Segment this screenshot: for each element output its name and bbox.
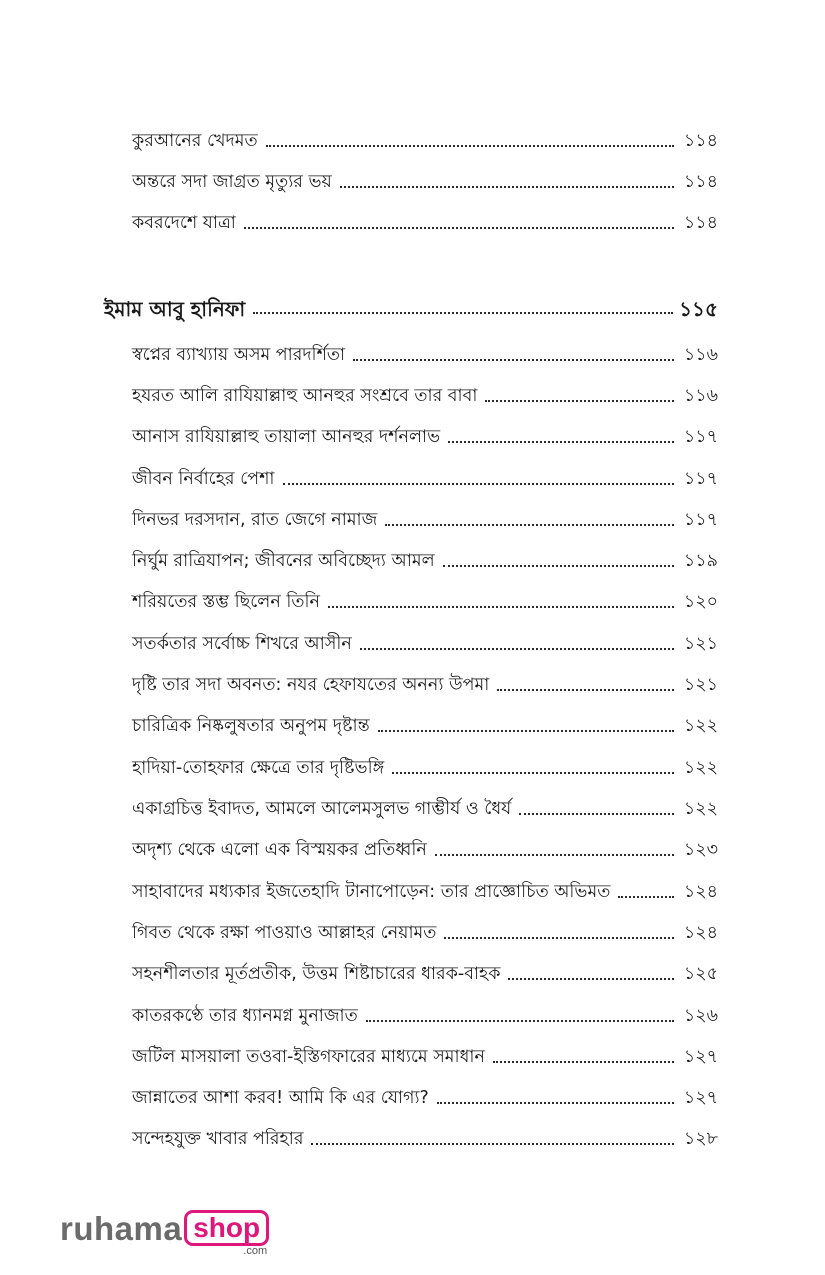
- toc-row[interactable]: [132, 163, 718, 193]
- toc-row[interactable]: [132, 583, 718, 613]
- toc-page-number: ১১৪: [683, 172, 718, 192]
- dot-leader: [508, 978, 674, 980]
- toc-entry-title: দিনভর দরসদান, রাত জেগে নামাজ: [132, 510, 378, 530]
- toc-page-number: ১১৬: [683, 345, 718, 365]
- toc-row[interactable]: [132, 122, 718, 152]
- toc-row[interactable]: [132, 749, 718, 779]
- dot-leader: [497, 689, 674, 691]
- logo-shop-badge: [184, 1210, 269, 1257]
- dot-leader: [353, 359, 674, 361]
- toc-entry-title: ইমাম আবু হানিফা: [104, 297, 246, 321]
- dot-leader: [253, 312, 673, 314]
- toc-page-number: ১১৯: [683, 551, 718, 571]
- dot-leader: [435, 854, 674, 856]
- toc-row[interactable]: [132, 460, 718, 490]
- toc-entry-title: চারিত্রিক নিষ্কলুষতার অনুপম দৃষ্টান্ত: [132, 716, 370, 736]
- toc-entry-title: জীবন নির্বাহের পেশা: [132, 469, 275, 489]
- dot-leader: [266, 145, 674, 147]
- toc-row[interactable]: [132, 873, 718, 903]
- toc-page-number: ১২২: [683, 799, 718, 819]
- toc-page-number: ১২৮: [683, 1129, 718, 1149]
- toc-entry-title: শরিয়তের স্তম্ভ ছিলেন তিনি: [132, 592, 320, 612]
- dot-leader: [493, 1061, 674, 1063]
- toc-page-number: ১২১: [683, 675, 718, 695]
- toc-page-number: ১২০: [683, 592, 718, 612]
- ruhama-shop-logo[interactable]: [60, 1210, 269, 1257]
- toc-entry-title: গিবত থেকে রক্ষা পাওয়াও আল্লাহর নেয়ামত: [132, 923, 437, 943]
- toc-page-number: ১১৭: [683, 427, 718, 447]
- toc-row[interactable]: [132, 1038, 718, 1068]
- logo-wordmark: ruhama: [60, 1210, 183, 1247]
- dot-leader: [448, 441, 674, 443]
- toc-page-number: ১২২: [683, 758, 718, 778]
- toc-entry-title: একাগ্রচিত্ত ইবাদত, আমলে আলেমসুলভ গাম্ভীর্য ও ধৈর্য: [132, 799, 512, 819]
- dot-leader: [366, 1020, 674, 1022]
- toc-entry-title: কাতরকণ্ঠে তার ধ্যানমগ্ন মুনাজাত: [132, 1006, 358, 1026]
- logo-shop-text: shop: [184, 1210, 269, 1246]
- dot-leader: [437, 1102, 674, 1104]
- toc-row[interactable]: [132, 707, 718, 737]
- dot-leader: [340, 186, 674, 188]
- toc-row[interactable]: [132, 418, 718, 448]
- toc-page-number: ১২৪: [683, 882, 718, 902]
- dot-leader: [378, 730, 674, 732]
- dot-leader: [444, 937, 674, 939]
- toc-entry-title: অদৃশ্য থেকে এলো এক বিস্ময়কর প্রতিধ্বনি: [132, 840, 427, 860]
- toc-page-number: ১১৬: [683, 386, 718, 406]
- toc-entry-title: হাদিয়া-তোহফার ক্ষেত্রে তার দৃষ্টিভঙ্গি: [132, 758, 385, 778]
- toc-row[interactable]: [132, 625, 718, 655]
- logo-domain: .com: [243, 1245, 268, 1257]
- toc-entry-title: সাহাবাদের মধ্যকার ইজতেহাদি টানাপোড়েন: তার প্রাজ্ঞোচিত অভিমত: [132, 882, 611, 902]
- toc-entry-title: জান্নাতের আশা করব! আমি কি এর যোগ্য?: [132, 1088, 429, 1108]
- dot-leader: [311, 1143, 674, 1145]
- dot-leader: [485, 400, 674, 402]
- toc-row[interactable]: [132, 666, 718, 696]
- toc-page-number: ১১৫: [679, 297, 718, 321]
- toc-entry-title: সতর্কতার সর্বোচ্চ শিখরে আসীন: [132, 634, 352, 654]
- toc-entry-title: সহনশীলতার মূর্তপ্রতীক, উত্তম শিষ্টাচারের ধারক-বাহক: [132, 964, 501, 984]
- toc-row[interactable]: [132, 955, 718, 985]
- dot-leader: [385, 524, 674, 526]
- dot-leader: [392, 772, 674, 774]
- toc-entry-title: কুরআনের খেদমত: [132, 131, 258, 151]
- dot-leader: [519, 813, 674, 815]
- toc-row[interactable]: [132, 377, 718, 407]
- toc-row[interactable]: [132, 204, 718, 234]
- toc-page-number: ১১৪: [683, 213, 718, 233]
- dot-leader: [328, 606, 674, 608]
- toc-page-number: ১২৭: [683, 1088, 718, 1108]
- toc-chapter-row[interactable]: [104, 290, 718, 320]
- toc-entry-title: কবরদেশে যাত্রা: [132, 213, 236, 233]
- toc-page-number: ১২১: [683, 634, 718, 654]
- toc-entry-title: নির্ঘুম রাত্রিযাপন; জীবনের অবিচ্ছেদ্য আমল: [132, 551, 435, 571]
- toc-page-number: ১১৭: [683, 469, 718, 489]
- toc-entry-title: দৃষ্টি তার সদা অবনত: নযর হেফাযতের অনন্য উপমা: [132, 675, 490, 695]
- toc-row[interactable]: [132, 542, 718, 572]
- toc-entry-title: জটিল মাসয়ালা তওবা-ইস্তিগফারের মাধ্যমে সমাধান: [132, 1047, 485, 1067]
- toc-row[interactable]: [132, 501, 718, 531]
- toc-page-number: ১২৬: [683, 1006, 718, 1026]
- toc-entry-title: হযরত আলি রাযিয়াল্লাহু আনহুর সংশ্রবে তার বাবা: [132, 386, 478, 406]
- dot-leader: [283, 483, 674, 485]
- toc-entry-title: আনাস রাযিয়াল্লাহু তায়ালা আনহুর দর্শনলাভ: [132, 427, 441, 447]
- dot-leader: [244, 227, 674, 229]
- toc-row[interactable]: [132, 914, 718, 944]
- toc-row[interactable]: [132, 1079, 718, 1109]
- toc-page-number: ১২৩: [683, 840, 718, 860]
- toc-row[interactable]: [132, 1120, 718, 1150]
- toc-entry-title: স্বপ্নের ব্যাখ্যায় অসম পারদর্শিতা: [132, 345, 346, 365]
- toc-row[interactable]: [132, 997, 718, 1027]
- toc-entry-title: অন্তরে সদা জাগ্রত মৃত্যুর ভয়: [132, 172, 332, 192]
- toc-entry-title: সন্দেহযুক্ত খাবার পরিহার: [132, 1129, 304, 1149]
- toc-page-number: ১২২: [683, 716, 718, 736]
- toc-page-number: ১১৭: [683, 510, 718, 530]
- dot-leader: [618, 896, 674, 898]
- toc-row[interactable]: [132, 831, 718, 861]
- toc-page-number: ১২৭: [683, 1047, 718, 1067]
- toc-row[interactable]: [132, 336, 718, 366]
- toc-page-number: ১২৪: [683, 923, 718, 943]
- toc-page-number: ১১৪: [683, 131, 718, 151]
- toc-row[interactable]: [132, 790, 718, 820]
- dot-leader: [443, 565, 674, 567]
- dot-leader: [360, 648, 674, 650]
- toc-page-number: ১২৫: [683, 964, 718, 984]
